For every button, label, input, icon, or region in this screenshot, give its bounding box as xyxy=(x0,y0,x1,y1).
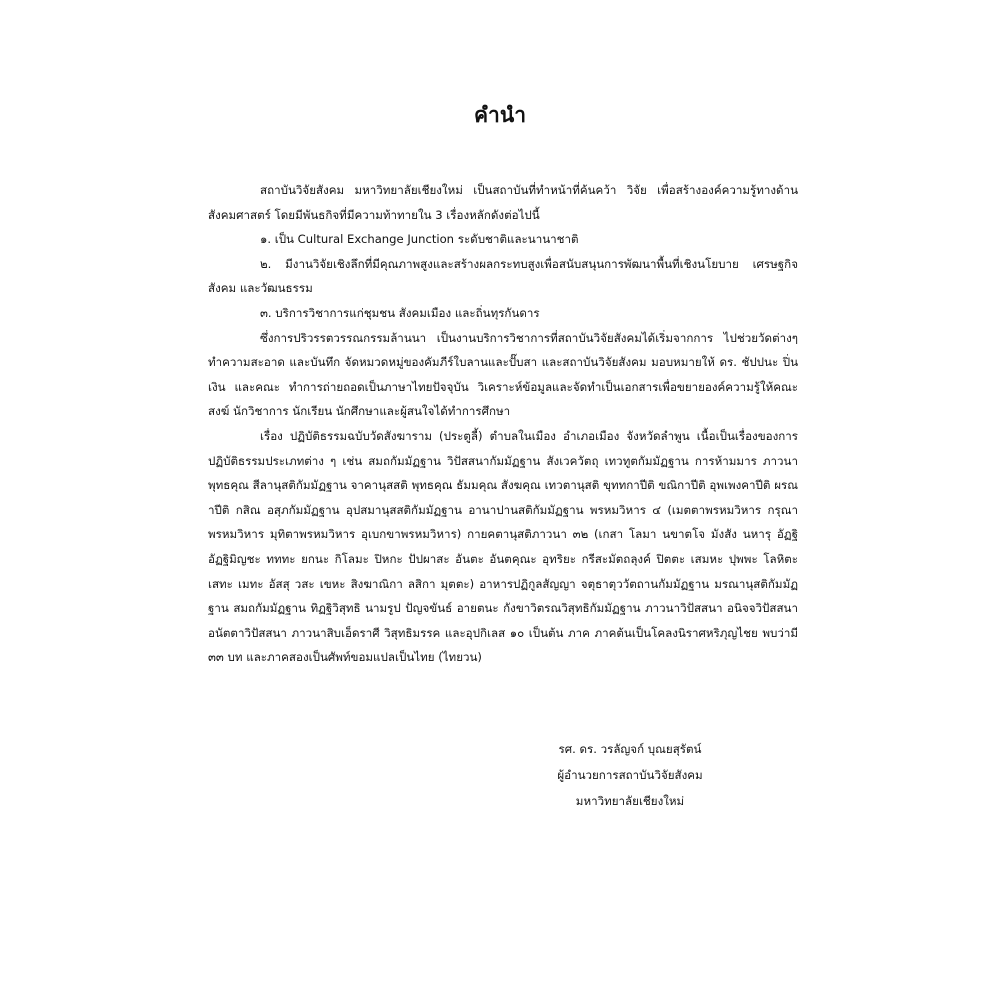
signatory-name: รศ. ดร. วรลัญจก์ บุณยสุรัตน์ xyxy=(558,742,702,756)
page-title: คำนำ xyxy=(474,103,526,127)
mission-item-1: ๑. เป็น Cultural Exchange Junction ระดับชาติและนานาชาติ xyxy=(260,232,579,247)
mission-item-3: ๓. บริการวิชาการแก่ชุมชน สังคมเมือง และถิ่นทุรกันดาร xyxy=(260,305,540,320)
mission-item-2: ๒. มีงานวิจัยเชิงลึกที่มีคุณภาพสูงและสร้างผลกระทบสูงเพื่อสนับสนุนการพัฒนาพื้นที่เชิงนโยบาย เศรษฐกิจ สังคม และวัฒนธรรม xyxy=(208,256,798,296)
intro-paragraph: สถาบันวิจัยสังคม มหาวิทยาลัยเชียงใหม่ เป็นสถาบันที่ทำหน้าที่ค้นคว้า วิจัย เพื่อสร้างองค์ความรู้ทางด้านสังคมศาสตร์ โดยมีพันธกิจที่มีความท้าทายใน 3 เรื่องหลักดังต่อไปนี้ xyxy=(208,183,798,222)
signature-block xyxy=(520,736,740,814)
preface-body xyxy=(208,178,798,670)
transliteration-paragraph: ซึ่งการปริวรรตวรรณกรรมล้านนา เป็นงานบริการวิชาการที่สถาบันวิจัยสังคมได้เริ่มจากการ ไปช่วยวัดต่างๆ ทำความสะอาด และบันทึก จัดหมวดหมู่ของคัมภีร์ใบลานและปั๊บสา และสถาบันวิจัยสังคม มอบหมายให้ ดร. ชัปปนะ ปิ่นเงิน และคณะ ทำการถ่ายถอดเป็นภาษาไทยปัจจุบัน วิเคราะห์ข้อมูลและจัดทำเป็นเอกสารเพื่อขยายองค์ความรู้ให้คณะสงฆ์ นักวิชาการ นักเรียน นักศึกษาและผู้สนใจได้ทำการศึกษา xyxy=(208,330,798,419)
signatory-organization: มหาวิทยาลัยเชียงใหม่ xyxy=(575,794,685,808)
content-paragraph: เรื่อง ปฏิบัติธรรมฉบับวัดสังฆาราม (ประตูลี้) ตำบลในเมือง อำเภอเมือง จังหวัดลำพูน เนื้อเป็นเรื่องของการปฏิบัติธรรมประเภทต่าง ๆ เช่น สมถกัมมัฏฐาน วิปัสสนากัมมัฏฐาน สังเวควัตถุ เทวทูตกัมมัฏฐาน การห้ามมาร ภาวนาพุทธคุณ สีลานุสติกัมมัฏฐาน จาคานุสสติ พุทธคุณ ธัมมคุณ สังฆคุณ เทวตานุสติ ขุททกาปีติ ขณิกาปีติ อุพเพงคาปีติ ผรณาปีติ กสิณ อสุภกัมมัฏฐาน อุปสมานุสสติกัมมัฏฐาน อานาปานสติกัมมัฏฐาน พรหมวิหาร ๔ (เมตตาพรหมวิหาร กรุณาพรหมวิหาร มุทิตาพรหมวิหาร อุเบกขาพรหมวิหาร) กายคตานุสติภาวนา ๓๒ (เกสา โลมา นขาตโจ มังสัง นหารุ อัฏฐิ อัฏฐิมิญชะ ทททะ ยกนะ กิโลมะ ปิหกะ ปัปผาสะ อันตะ อันตคุณะ อุทริยะ กรีสะมัตถลุงค์ ปิตตะ เสมหะ ปุพพะ โลหิตะ เสทะ เมทะ อัสสุ วสะ เขหะ สิงฆาณิกา ลสิกา มุตตะ) อาหารปฏิกูลสัญญา จตุธาตุววัตถานกัมมัฏฐาน มรณานุสติกัมมัฏฐาน สมถกัมมัฏฐาน ทิฏฐิวิสุทธิ นามรูป ปัญจขันธ์ อายตนะ กังขาวิตรณวิสุทธิกัมมัฏฐาน ภาวนาวิปัสสนา อนิจจวิปัสสนา อนัตตาวิปัสสนา ภาวนาสิบเอ็ดราศี วิสุทธิมรรค และอุปกิเลส ๑๐ เป็นต้น ภาค ภาคต้นเป็นโคลงนิราศหริภุญไชย พบว่ามี ๓๓ บท และภาคสองเป็นศัพท์ขอมแปลเป็นไทย (ไทยวน) xyxy=(208,428,798,665)
signatory-position: ผู้อำนวยการสถาบันวิจัยสังคม xyxy=(557,768,703,782)
